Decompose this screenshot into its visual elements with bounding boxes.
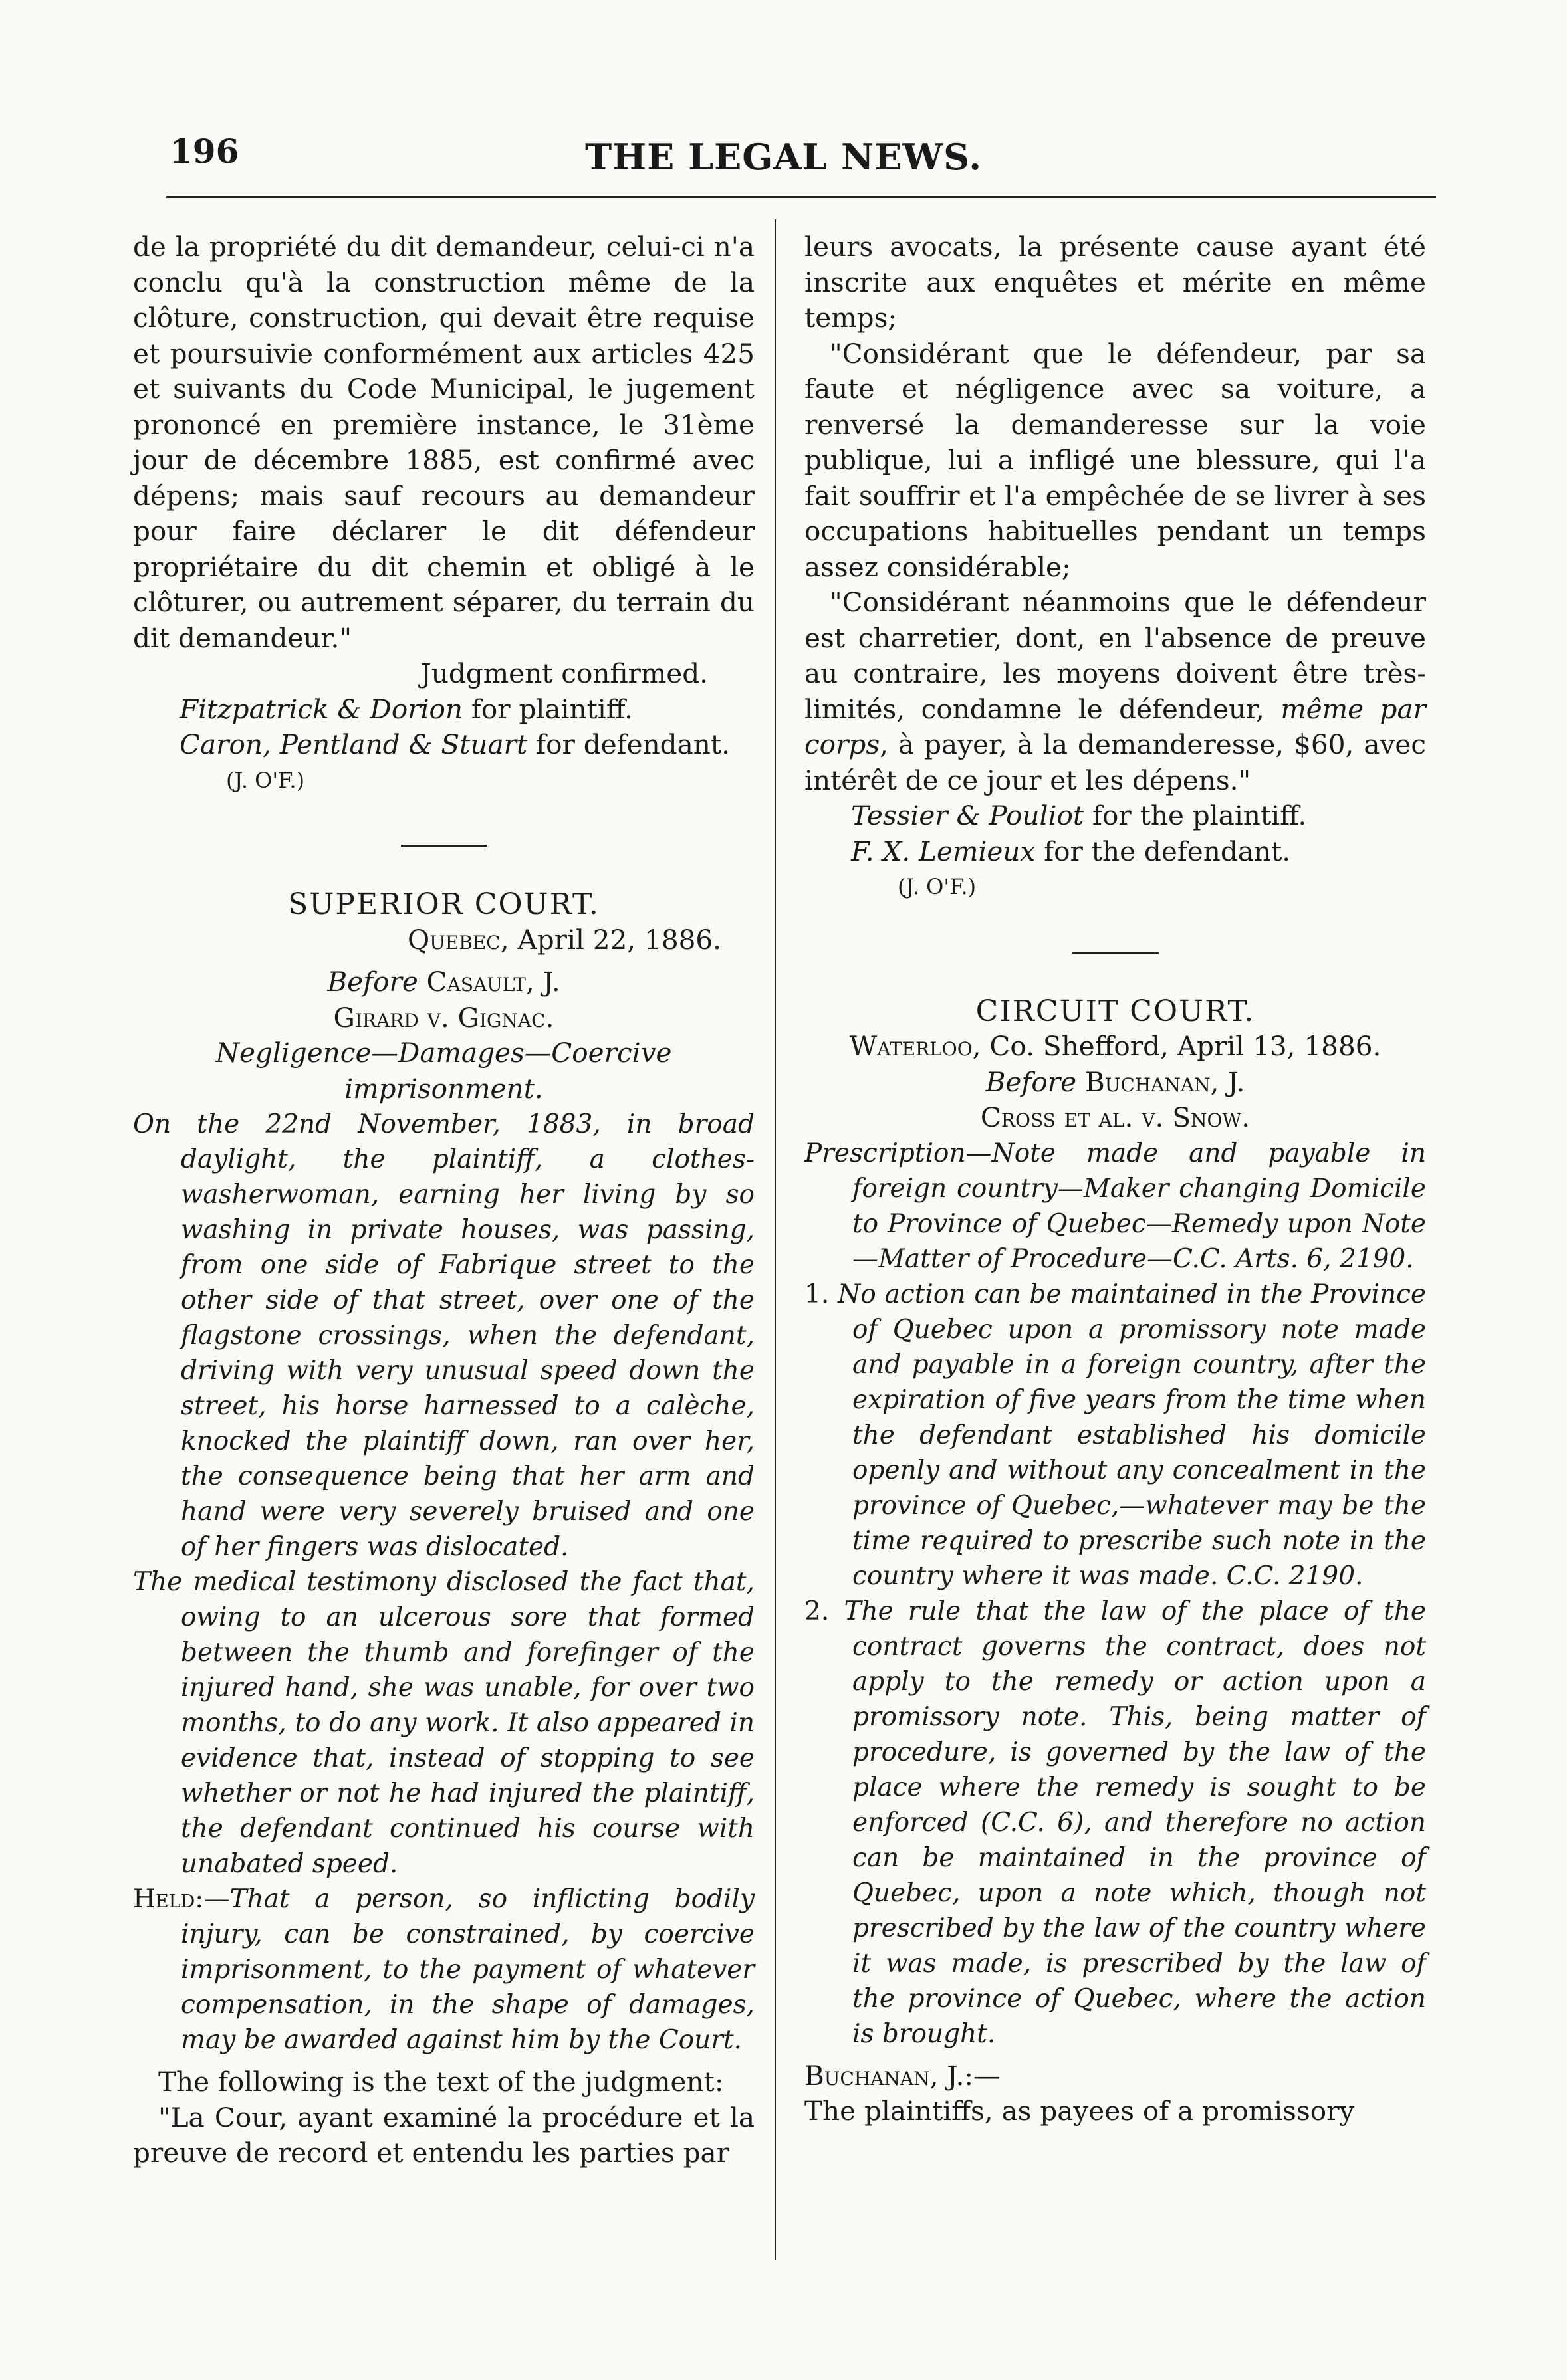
defendant-counsel-role: for the defendant. — [1035, 835, 1291, 867]
place: Waterloo, — [849, 1030, 981, 1062]
continued-judgment-text: de la propriété du dit demandeur, celui-ci n'a conclu qu'à la construction même de la clôture, construction, qui devait être requise et poursuivie conformément aux articles 425 et suivants du Code Municipal, le jugement prononcé en première instance, le 31ème jour de décembre 1885, est confirmé avec dépens; mais sauf recours au demandeur pour faire déclarer le dit défendeur propriétaire du dit chemin et obligé à le clôturer, ou autrement séparer, du terrain du dit demandeur." — [133, 231, 755, 654]
case-facts-1: On the 22nd November, 1883, in broad daylight, the plaintiff, a clothes-washerwoman, earning her living by so washing in private houses, was passing, from one side of Fabrique street to the other side of that street, over one of the flagstone crossings, when the defendant, driving with very unusual speed down the street, his horse harnessed to a calèche, knocked the plaintiff down, ran over her, the consequence being that her arm and hand were very severely bruised and one of her fingers was dislocated. — [133, 1109, 755, 1562]
place-date — [133, 922, 755, 958]
holding-2-number: 2. — [804, 1596, 830, 1626]
header-rule — [166, 196, 1436, 198]
court-heading: SUPERIOR COURT. — [288, 887, 600, 921]
defendant-counsel-names: F. X. Lemieux — [851, 835, 1036, 867]
date: Co. Shefford, April 13, 1886. — [981, 1030, 1382, 1062]
holding-1 — [804, 1277, 1426, 1594]
plaintiff-counsel-names: Fitzpatrick & Dorion — [180, 693, 463, 725]
judgment-start: "La Cour, ayant examiné la procédure et la preuve de record et entendu les parties par — [133, 2101, 755, 2169]
holding-1-number: 1. — [804, 1279, 830, 1309]
continued-judgment: leurs avocats, la présente cause ayant été inscrite aux enquêtes et mérite en même temps; — [804, 231, 1426, 334]
judge-line — [133, 964, 755, 1000]
judge-name: Buchanan, J. — [1076, 1065, 1245, 1098]
case-topic: Prescription—Note made and payable in foreign country—Maker changing Domicile to Province of Quebec—Remedy upon Note—Matter of Procedure—C.C. Arts. 6, 2190. — [804, 1138, 1426, 1274]
judge-name: Casault, J. — [418, 966, 560, 998]
place-date — [804, 1029, 1426, 1065]
case-parties: Cross et al. v. Snow. — [980, 1101, 1251, 1133]
reporter-initials: (J. O'F.) — [226, 767, 305, 793]
opinion-start: The plaintiffs, as payees of a promissory — [804, 2095, 1355, 2127]
court-heading: CIRCUIT COURT. — [975, 994, 1255, 1028]
following-line: The following is the text of the judgment: — [158, 2066, 724, 2098]
running-title: THE LEGAL NEWS. — [584, 136, 983, 178]
held-text: —That a person, so inflicting bodily injury, can be constrained, by coercive imprisonment, to the payment of whatever compensation, in the shape of damages, may be awarded against him by the Court. — [181, 1884, 755, 2055]
case-facts-2: The medical testimony disclosed the fact that, owing to an ulcerous sore that formed between the thumb and forefinger of the injured hand, she was unable, for over two months, to do any work. It also appeared in evidence that, instead of stopping to see whether or not he had injured the plaintiff, the defendant continued his course with unabated speed. — [133, 1567, 755, 1879]
judgment-result: Judgment confirmed. — [420, 657, 708, 689]
column-divider — [775, 219, 776, 2260]
defendant-counsel-names: Caron, Pentland & Stuart — [180, 728, 528, 760]
holding-2 — [804, 1594, 1426, 2052]
place: Quebec, — [408, 923, 509, 956]
page-number: 196 — [170, 132, 239, 171]
holding-2-text: The rule that the law of the place of the contract governs the contract, does not apply to the remedy or action upon a promissory note. This, being matter of procedure, is governed by the law of the place where the remedy is sought to be enforced (C.C. 6), and therefore no action can be maintained in the province of Quebec, upon a note which, though not prescribed by the law of the country where it was made, is prescribed by the law of the province of Quebec, where the action is brought. — [829, 1596, 1426, 2049]
defendant-counsel-role: for defendant. — [527, 728, 730, 760]
left-column — [133, 229, 755, 2171]
considerant-2-part-a: "Considérant néanmoins que le défendeur est charretier, dont, en l'absence de preuve au contraire, les moyens doivent être très-limités, condamne le défendeur, — [804, 586, 1426, 725]
considerant-1: "Considérant que le défendeur, par sa faute et négligence avec sa voiture, a renversé la demanderesse sur la voie publique, lui a infligé une blessure, qui l'a fait souffrir et l'a empêchée de se livrer à ses occupations habituelles pendant un temps assez considérable; — [804, 337, 1426, 583]
date: April 22, 1886. — [509, 923, 721, 956]
held-label: Held: — [133, 1884, 204, 1914]
right-column — [804, 229, 1426, 2129]
case-topic: Negligence—Damages—Coercive imprisonment. — [215, 1037, 672, 1105]
judge-line — [804, 1065, 1426, 1101]
section-divider — [401, 845, 487, 847]
considerant-2 — [804, 585, 1426, 798]
plaintiff-counsel-names: Tessier & Pouliot — [851, 800, 1084, 831]
before-word: Before — [985, 1065, 1077, 1098]
defendant-counsel — [133, 727, 755, 763]
plaintiff-counsel — [133, 692, 755, 728]
plaintiff-counsel-role: for the plaintiff. — [1084, 800, 1307, 831]
case-parties: Girard v. Gignac. — [333, 1001, 554, 1033]
held-paragraph — [133, 1882, 755, 2058]
plaintiff-counsel-role: for plaintiff. — [462, 693, 633, 725]
defendant-counsel — [804, 834, 1426, 870]
considerant-2-part-c: , à payer, à la demanderesse, $60, avec intérêt de ce jour et les dépens." — [804, 728, 1426, 796]
reporter-initials: (J. O'F.) — [898, 874, 977, 899]
opinion-judge-label: Buchanan, J.:— — [804, 2059, 1001, 2092]
considerant-2-part-b: même par corps — [804, 693, 1426, 760]
holding-1-text: No action can be maintained in the Province of Quebec upon a promissory note made and payable in a foreign country, after the expiration of five years from the time when the defendant established his domicile openly and without any concealment in the province of Quebec,—whatever may be the time required to prescribe such note in the country where it was made. C.C. 2190. — [829, 1279, 1426, 1591]
plaintiff-counsel — [804, 798, 1426, 834]
section-divider — [1072, 952, 1159, 954]
before-word: Before — [327, 966, 418, 998]
